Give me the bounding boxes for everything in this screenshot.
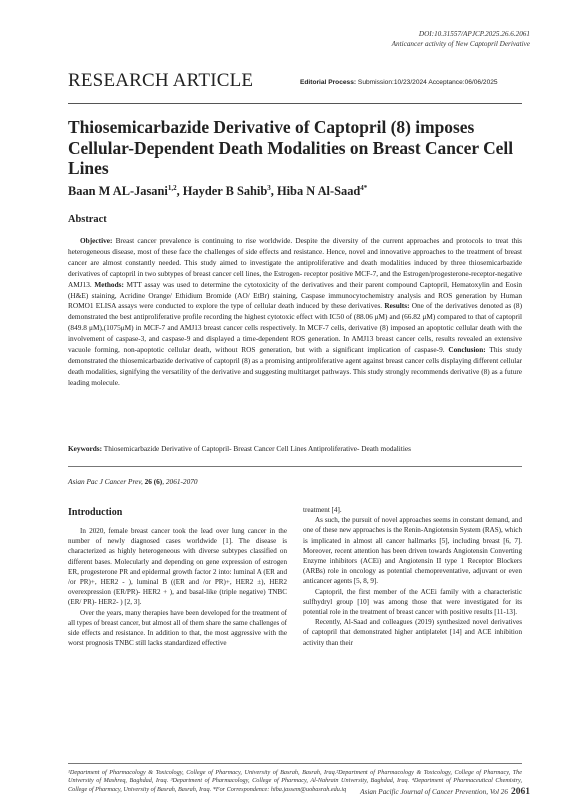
author-affiliation-mark: 4* <box>360 184 368 192</box>
author-list <box>68 184 367 199</box>
abstract-heading: Abstract <box>68 214 107 225</box>
paragraph: As such, the pursuit of novel approaches seems in constant demand, and one of these new approaches is the Renin-Angiotensin System (RAS), which is implicated in almost all cancer hallmarks [5], including breast [6, 7]. Moreover, recent attention has been driven towards Angiotensin Converting Enzyme inhibitors (ACEi) and Angiotensin II type 1 Receptor Blockers (ARBs) role in oncology as potential chemopreventative, adjuvant or even anticancer agents [5, 8, 9]. <box>303 516 522 586</box>
abstract-divider <box>68 466 522 467</box>
methods-text: MTT assay was used to determine the cytotoxicity of the derivatives and their parent compound Captopril, Hematoxylin and Eosin (H&E) staining, Acridine Orange/ Ethidium Bromide (AO/ EtBr) staining, Caspase immunocytochemistry analysis and ROS generation by Human ROMO1 ELISA assays were conducted to explore the type of cellular death induced by these derivatives. <box>68 279 523 311</box>
article-title: Thiosemicarbazide Derivative of Captopril (8) imposes Cellular-Dependent Death Modalities on Breast Cancer Cell Lines <box>68 117 514 178</box>
citation-pages: , 2061-2070 <box>162 477 198 486</box>
introduction-right-column <box>303 505 522 648</box>
introduction-heading: Introduction <box>68 507 123 518</box>
footnote-divider <box>68 763 522 764</box>
page-footer <box>360 787 530 797</box>
conclusion-text: This study demonstrated the thiosemicarbazide derivative of captopril (8) as a promising antiproliferative agent against breast cancer cells displaying different cellular death modalities, signifying the versatility of the derivative and suggesting multitarget pathways. This study strongly recommends derivative (8) as a future leading molecule. <box>68 345 522 387</box>
paragraph: Captopril, the first member of the ACEi family with a characteristic sulfhydryl group [10] was among those that were investigated for its potential role in the treatment of breast cancer with positive results [11-13]. <box>303 587 522 617</box>
keywords <box>68 444 522 454</box>
author-separator: , <box>270 184 277 199</box>
results-label: Results: <box>384 301 410 311</box>
objective-text: Breast cancer prevalence is continuing to rise worldwide. Despite the diversity of the current approaches and protocols to treat this heterogeneous disease, most of these face the challenges of side effects and resistance. Hence, novel and innovative approaches to the treatment of breast cancer are almost constantly needed. This study aimed to investigate the antiproliferative and death modalities induced by three thiosemicarbazide derivatives of captopril in two subtypes of breast cancer cell lines, the Estrogen- receptor positive MCF-7, and the Estrogen/progesterone-receptor-negative AMJ13. <box>68 236 522 289</box>
affiliations-footnote: ¹Department of Pharmacology & Toxicology, College of Pharmacy, University of Basrah, Basrah, Iraq.²Department of Pharmacology & Toxicology, College of Pharmacy, The University of Mashreq, Baghdad, Iraq. ³Department of Pharmacology, College of Pharmacy, Al-Nahrain University, Baghdad, Iraq. ⁴Department of Pharmaceutical Chemistry, College of Pharmacy, University of Basrah, Basrah, Iraq. *For Correspondence: hiba.jassem@uobasrah.edu.iq <box>68 769 522 793</box>
author-affiliation-mark: 1,2 <box>167 184 177 192</box>
acceptance-date: Acceptance:06/06/2025 <box>428 79 498 86</box>
page-number: 2061 <box>511 787 530 797</box>
conclusion-label: Conclusion: <box>448 345 486 355</box>
author-separator: , <box>176 184 183 199</box>
header-divider <box>68 103 522 104</box>
keywords-label: Keywords: <box>68 444 103 453</box>
author-name: Hiba N Al-Saad <box>276 184 361 199</box>
results-text: One of the derivatives denoted as (8) demonstrated the best antiproliferative profile recording the highest cytotoxic effect with IC50 of (88.06 μM) and (66.82 μM) compared to that of captopril (849.8 μM),(1075μM) in MCF-7 and AMJ13 breast cancer cells respectively. In MCF-7 cells, derivative (8) imposed an apoptotic cellular death with the involvement of caspase-3, and caspase-9 and displayed a time-dependent ROS generation. In AMJ13 breast cancer cells, results revealed an extensive vacuole forming, non-apoptotic cellular death, without ROS generation, but with a significant implication of caspase-9. <box>68 301 522 355</box>
introduction-left-column <box>68 526 287 648</box>
submission-date: Submission:10/23/2024 <box>357 79 427 86</box>
citation-volume: 26 (6) <box>144 477 163 486</box>
author-name: Hayder B Sahib <box>182 184 268 199</box>
citation-line <box>68 477 198 486</box>
methods-label: Methods: <box>94 279 124 289</box>
paragraph: treatment [4]. <box>303 506 342 514</box>
paragraph: Over the years, many therapies have been developed for the treatment of all types of breast cancer, but almost all of them share the same challenges of side effects and resistance. In addition to that, the most aggressive with the worst prognosis TNBC still lacks standardized effective <box>68 608 287 648</box>
abstract-body <box>68 236 522 389</box>
editorial-process <box>300 79 498 86</box>
footer-journal: Asian Pacific Journal of Cancer Prevention, Vol 26 <box>360 788 508 796</box>
running-title: Anticancer activity of New Captopril Derivative <box>391 40 530 48</box>
objective-label: Objective: <box>80 236 113 245</box>
keywords-text: Thiosemicarbazide Derivative of Captopril- Breast Cancer Cell Lines Antiproliferative- Death modalities <box>102 444 411 453</box>
author-affiliation-mark: 3 <box>267 184 271 192</box>
article-type: RESEARCH ARTICLE <box>68 70 254 91</box>
author-name: Baan M AL-Jasani <box>68 184 168 199</box>
citation-journal: Asian Pac J Cancer Prev, <box>68 477 143 486</box>
paragraph: Recently, Al-Saad and colleagues (2019) synthesized novel derivatives of captopril that demonstrated higher antiplatelet [14] and ACE inhibition activity than their <box>303 618 522 647</box>
doi-line: DOI:10.31557/APJCP.2025.26.6.2061 <box>418 30 530 38</box>
editorial-label: Editorial Process: <box>300 79 357 86</box>
paragraph: In 2020, female breast cancer took the lead over lung cancer in the number of newly diagnosed cases worldwide [1]. The disease is characterized as highly heterogeneous with diverse subtypes classified on different bases. Molecularly and depending on gene expression of estrogen ER, progesterone PR and epidermal growth factor 2 into: luminal A (ER and /or PR)+, HER2 - ), luminal B ((ER and /or PR)+, HER2 ±), HER2 overexpression (ER/PR)- HER2 + ), and basal-like (triple negative) TNBC (ER/ PR)- HER2- ) [2, 3]. <box>68 527 287 607</box>
